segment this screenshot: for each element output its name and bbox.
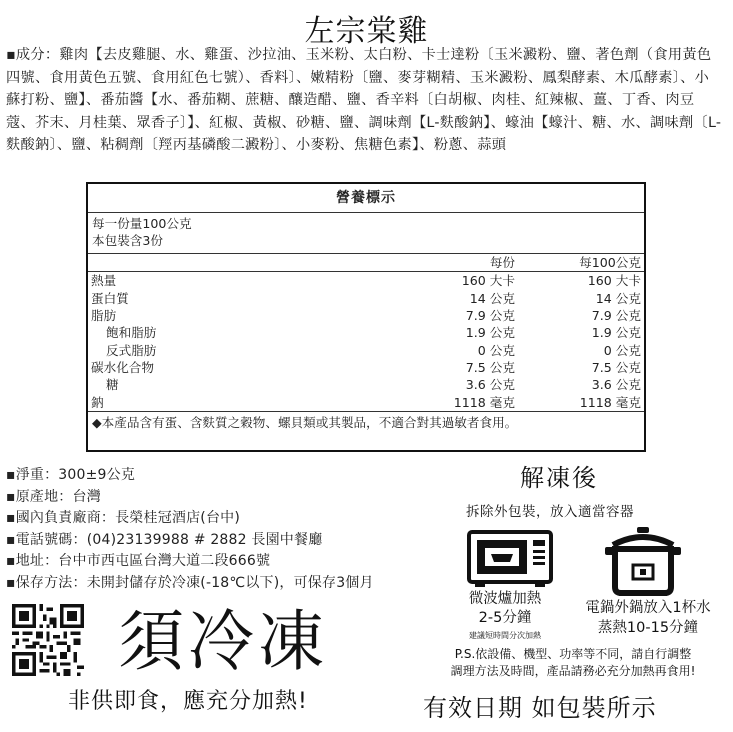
pot-line-2: 蒸熱10-15分鐘 <box>597 620 699 636</box>
nutrient-per-100g: 14 公克 <box>595 290 641 306</box>
nutrient-name: 鈉 <box>88 393 392 411</box>
nutrient-per-100g: 7.9 公克 <box>591 308 641 324</box>
address: ▪地址：台中市西屯區台灣大道二段666號 <box>6 553 271 569</box>
product-info-list <box>6 465 436 594</box>
rice-cooker-instruction <box>573 598 723 638</box>
keep-frozen-label: 須冷凍 <box>118 603 328 680</box>
nutrient-name: 糖 <box>106 377 119 393</box>
product-title: 左宗棠雞 <box>304 14 429 49</box>
nutrition-row <box>88 307 644 324</box>
nutrition-row <box>88 341 644 358</box>
ps-line-2: 調理方法及時間，產品請務必充分加熱再食用! <box>450 664 696 678</box>
nutrition-row <box>88 290 644 307</box>
thaw-subtitle: 拆除外包裝，放入適當容器 <box>466 504 634 520</box>
nutrient-per-serving: 7.9 公克 <box>465 308 515 324</box>
nutrient-per-serving: 0 公克 <box>477 342 515 358</box>
nutrition-table <box>88 254 644 412</box>
nutrient-per-serving: 1.9 公克 <box>465 325 515 341</box>
allergen-warning: ◆本產品含有蛋、含麩質之穀物、螺貝類或其製品，不適合對其過敏者食用。 <box>92 414 518 430</box>
serving-size: 每一份量100公克 <box>92 216 192 231</box>
ps-line-1: P.S.依設備、機型、功率等不同，請自行調整 <box>454 647 692 661</box>
servings-per-package: 本包裝含3份 <box>92 233 163 248</box>
col-per-100g: 每100公克 <box>518 254 644 272</box>
nutrient-per-100g: 1.9 公克 <box>591 325 641 341</box>
nutrition-row <box>88 359 644 376</box>
nutrition-row <box>88 376 644 393</box>
nutrient-name: 飽和脂肪 <box>106 325 157 341</box>
nutrition-row <box>88 324 644 341</box>
pot-line-1: 電鍋外鍋放入1杯水 <box>585 600 711 616</box>
nutrient-name: 反式脂肪 <box>106 342 157 358</box>
nutrient-per-100g: 160 大卡 <box>587 273 641 289</box>
nutrient-per-100g: 3.6 公克 <box>591 377 641 393</box>
expiry-label: 有效日期 如包裝所示 <box>423 694 657 722</box>
nutrient-name: 脂肪 <box>91 308 117 324</box>
microwave-line-1: 微波爐加熱 <box>468 591 542 607</box>
nutrition-row <box>88 272 644 290</box>
nutrient-name: 熱量 <box>91 273 117 289</box>
rice-cooker-icon <box>603 525 683 597</box>
nutrient-name: 碳水化合物 <box>91 359 154 375</box>
nutrient-name: 蛋白質 <box>91 290 129 306</box>
nutrient-per-serving: 14 公克 <box>469 290 515 306</box>
col-per-serving: 每份 <box>392 254 518 272</box>
nutrient-per-100g: 0 公克 <box>603 342 641 358</box>
nutrition-column-header <box>88 254 644 272</box>
nutrient-per-100g: 7.5 公克 <box>591 359 641 375</box>
manufacturer: ▪國內負責廠商：長榮桂冠酒店(台中) <box>6 510 241 526</box>
thaw-title: 解凍後 <box>520 464 598 492</box>
phone: ▪電話號碼：(04)23139988 # 2882 長園中餐廳 <box>6 531 323 548</box>
nutrient-per-serving: 160 大卡 <box>461 273 515 289</box>
nutrition-facts-box <box>86 182 646 452</box>
ingredients-text: ▪成分：雞肉【去皮雞腿、水、雞蛋、沙拉油、玉米粉、太白粉、卡士達粉〔玉米澱粉、鹽、著色劑（食用黃色四號、食用黃色五號、食用紅色七號）、香料〕、嫩精粉〔鹽、麥芽糊精、玉米澱粉、鳳梨酵素、木瓜酵素〕、小蘇打粉、鹽】、番茄醬【水、番茄糊、蔗糖、釀造醋、鹽、香辛料〔白胡椒、肉桂、紅辣椒、薑、丁香、肉豆蔻、芥末、月桂葉、眾香子〕】、紅椒、黃椒、砂糖、鹽、調味劑【L-麩酸鈉】、蠔油【蠔汁、糖、水、調味劑〔L-麩酸鈉〕、鹽、粘稠劑〔羥丙基磷酸二澱粉〕、小麥粉、焦糖色素】、粉蔥、蒜頭 <box>6 47 722 153</box>
not-ready-to-eat-label: 非供即食，應充分加熱! <box>68 689 308 714</box>
storage-method: ▪保存方法：未開封儲存於冷凍(-18℃以下)，可保存3個月 <box>6 574 374 591</box>
net-weight: ▪淨重：300±9公克 <box>6 467 136 483</box>
microwave-line-2: 2-5分鐘 <box>478 610 532 626</box>
ps-note <box>418 646 728 680</box>
microwave-icon <box>467 530 553 588</box>
nutrient-per-serving: 1118 毫克 <box>392 393 518 411</box>
nutrition-row <box>88 393 644 411</box>
origin: ▪原產地：台灣 <box>6 488 101 505</box>
nutrient-per-serving: 3.6 公克 <box>465 377 515 393</box>
nutrition-heading: 營養標示 <box>88 184 644 213</box>
microwave-note: 建議短時間分次加熱 <box>469 631 541 640</box>
qr-code-icon <box>12 604 84 676</box>
nutrient-per-serving: 7.5 公克 <box>465 359 515 375</box>
microwave-instruction <box>447 590 563 628</box>
nutrient-per-100g: 1118 毫克 <box>518 393 644 411</box>
nutrition-serving-info <box>88 213 644 254</box>
